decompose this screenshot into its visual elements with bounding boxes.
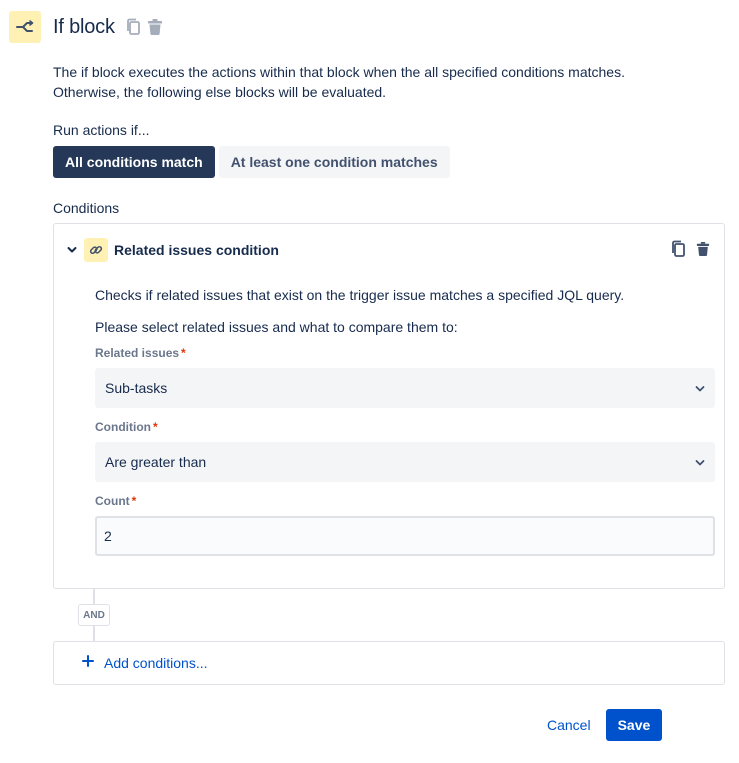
count-value: 2 xyxy=(104,528,112,544)
condition-card-header xyxy=(66,238,279,262)
condition-instruction: Please select related issues and what to compare them to: xyxy=(95,319,458,335)
condition-select[interactable] xyxy=(95,442,715,482)
condition-description: Checks if related issues that exist on the trigger issue matches a specified JQL query. xyxy=(95,287,625,303)
save-button[interactable]: Save xyxy=(606,709,663,741)
page-title: If block xyxy=(53,15,115,38)
all-conditions-match-option[interactable]: All conditions match xyxy=(53,146,215,178)
related-issues-label: Related issues * xyxy=(95,346,186,360)
condition-title: Related issues condition xyxy=(114,242,279,258)
copy-icon[interactable] xyxy=(125,18,141,36)
description-line-2: Otherwise, the following else blocks will be evaluated. xyxy=(53,84,387,100)
conditions-label: Conditions xyxy=(53,200,120,216)
at-least-one-condition-option[interactable]: At least one condition matches xyxy=(219,146,450,178)
link-icon xyxy=(84,238,108,262)
add-conditions-label: Add conditions... xyxy=(104,655,208,671)
required-mark: * xyxy=(152,420,158,434)
cancel-button[interactable]: Cancel xyxy=(547,717,591,733)
add-conditions-button[interactable] xyxy=(53,641,725,685)
run-actions-label: Run actions if... xyxy=(53,122,150,138)
chevron-down-icon xyxy=(695,454,705,470)
count-label: Count * xyxy=(95,494,137,508)
related-issues-value: Sub-tasks xyxy=(105,380,168,396)
trash-icon[interactable] xyxy=(147,18,163,36)
count-input[interactable] xyxy=(95,516,715,556)
chevron-down-icon[interactable] xyxy=(66,244,78,256)
run-actions-toggle xyxy=(53,146,450,178)
related-issues-select[interactable] xyxy=(95,368,715,408)
block-description xyxy=(53,62,693,102)
description-line-1: The if block executes the actions within that block when the all specified conditions matches. xyxy=(53,64,625,80)
copy-icon[interactable] xyxy=(670,240,686,263)
required-mark: * xyxy=(131,494,137,508)
condition-value: Are greater than xyxy=(105,454,207,470)
condition-body xyxy=(95,286,715,556)
footer-actions xyxy=(540,709,662,741)
and-badge: AND xyxy=(78,604,110,626)
block-header xyxy=(9,11,163,43)
branch-icon xyxy=(9,11,41,43)
condition-card xyxy=(53,223,725,589)
trash-icon[interactable] xyxy=(696,241,710,262)
chevron-down-icon xyxy=(695,380,705,396)
condition-label: Condition * xyxy=(95,420,158,434)
required-mark: * xyxy=(181,346,186,360)
plus-icon xyxy=(82,654,94,672)
